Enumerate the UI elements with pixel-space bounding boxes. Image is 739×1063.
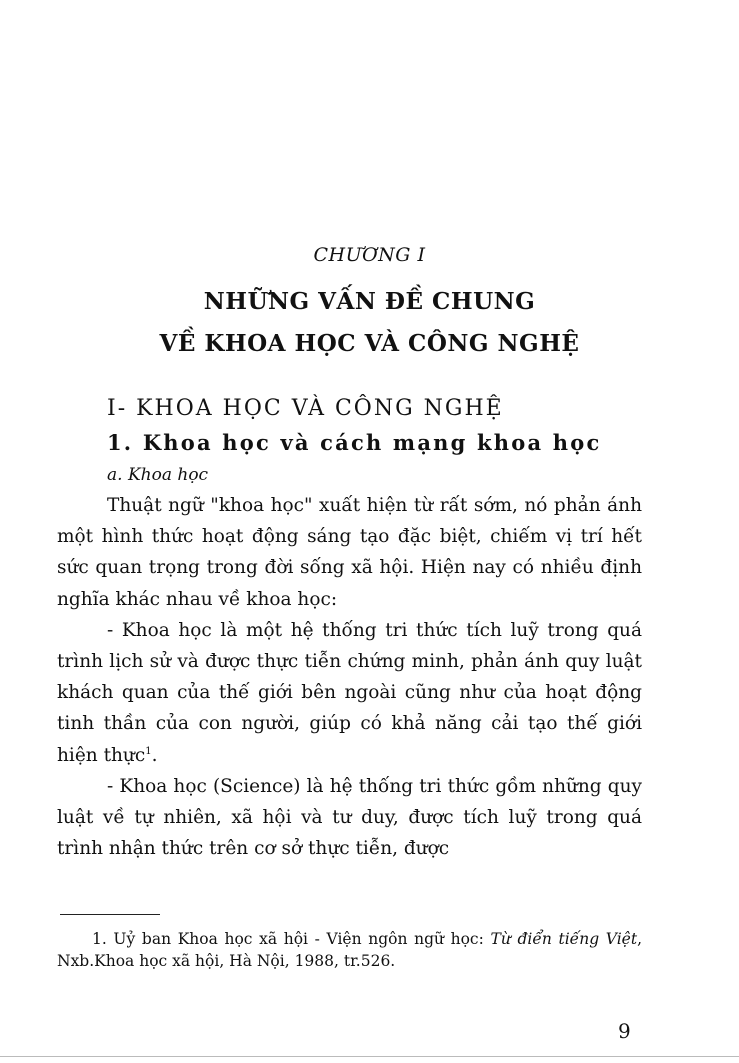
paragraph-3: - Khoa học (Science) là hệ thống tri thức gồm những quy luật về tự nhiên, xã hội và tư duy, được tích luỹ trong quá trình nhận thức trên cơ sở thực tiễn, được xyxy=(57,775,642,860)
footnote-title: Từ điển tiếng Việt xyxy=(490,930,638,948)
scan-bottom-edge xyxy=(0,1056,739,1057)
body-text xyxy=(57,490,642,864)
paragraph-1: Thuật ngữ "khoa học" xuất hiện từ rất sớm, nó phản ánh một hình thức hoạt động sáng tạo đặc biệt, chiếm vị trí hết sức quan trọng trong đời sống xã hội. Hiện nay có nhiều định nghĩa khác nhau về khoa học: xyxy=(57,495,642,610)
paragraph-2-end: . xyxy=(151,744,158,766)
footnote-divider xyxy=(60,914,160,915)
page-number: 9 xyxy=(618,1019,631,1043)
footnote-text-end: , Nxb.Khoa học xã hội, Hà Nội, 1988, tr.526. xyxy=(57,930,642,970)
subsection-heading: 1. Khoa học và cách mạng khoa học xyxy=(107,430,602,455)
paragraph-2 xyxy=(57,615,642,771)
chapter-title-line-1: NHỮNG VẤN ĐỀ CHUNG xyxy=(203,288,536,315)
chapter-label: CHƯƠNG I xyxy=(313,244,426,266)
footnote-text-start: 1. Uỷ ban Khoa học xã hội - Viện ngôn ngữ học: xyxy=(92,930,491,948)
footnote xyxy=(57,928,642,972)
section-heading: I- KHOA HỌC VÀ CÔNG NGHỆ xyxy=(107,396,504,421)
footnote-marker: 1 xyxy=(145,745,152,757)
paragraph-2-text: - Khoa học là một hệ thống tri thức tích luỹ trong quá trình lịch sử và được thực tiễn chứng minh, phản ánh quy luật khách quan của thế giới bên ngoài cũng như của hoạt động tinh thần của con người, giúp có khả năng cải tạo thế giới hiện thực xyxy=(57,619,642,766)
chapter-title-line-2: VỀ KHOA HỌC VÀ CÔNG NGHỆ xyxy=(159,330,580,357)
subsubsection-heading: a. Khoa học xyxy=(107,465,209,485)
